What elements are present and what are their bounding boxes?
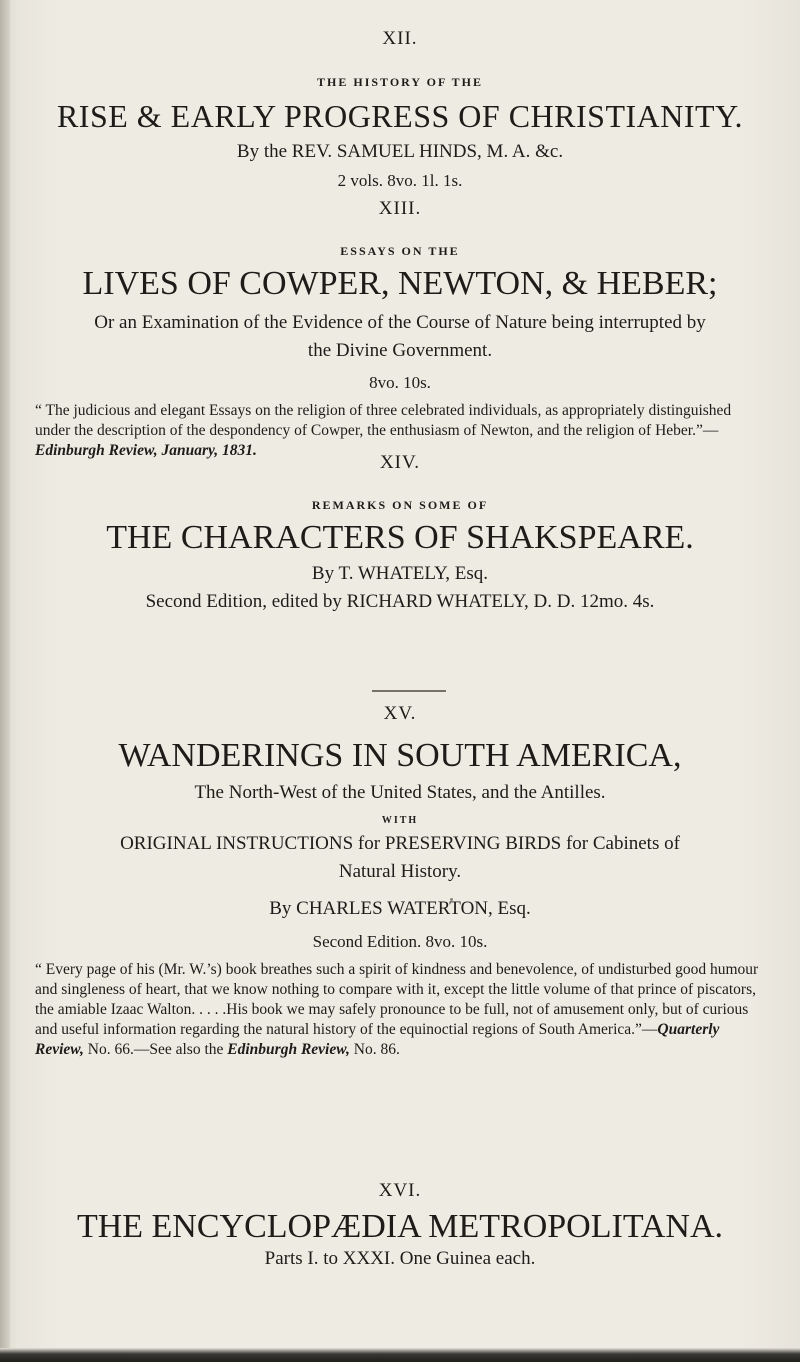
entry-title: THE ENCYCLOPÆDIA METROPOLITANA. (76, 1208, 724, 1245)
entry-subtitle: THE HISTORY OF THE (317, 75, 483, 89)
entry-description-line: Natural History. (338, 861, 462, 882)
entry-price: Second Edition. 8vo. 10s. (312, 932, 488, 951)
entry-title: THE CHARACTERS OF SHAKSPEARE. (106, 519, 694, 556)
entry-numeral: XVI. (378, 1180, 422, 1201)
entry-description-line: Or an Examination of the Evidence of the Course of Nature being interrupted by (94, 312, 706, 333)
page-spine-shadow (0, 0, 10, 1362)
review-quote (35, 960, 765, 1060)
page-bottom-edge (0, 1348, 800, 1362)
entry-description-line: The North-West of the United States, and the Antilles. (194, 782, 606, 803)
entry-xiii (30, 198, 770, 461)
entry-xv (30, 703, 770, 1060)
entry-description-line: the Divine Government. (307, 340, 493, 361)
quote-source: Quarterly Review, (35, 1021, 720, 1058)
entry-title: WANDERINGS IN SOUTH AMERICA, (118, 737, 682, 774)
quote-text: “ The judicious and elegant Essays on the religion of three celebrated individuals, as appropriately distinguished under the description of the despondency of Cowper, the enthusiasm of Newton, and the religion of Heber.”— (35, 402, 732, 439)
entry-price: 8vo. 10s. (369, 373, 431, 392)
entry-description-line: Parts I. to XXXI. One Guinea each. (264, 1248, 536, 1269)
entry-title: LIVES OF COWPER, NEWTON, & HEBER; (82, 265, 718, 302)
entry-byline: By CHARLES WATERTON, Esq. (269, 898, 531, 919)
entry-byline: By the REV. SAMUEL HINDS, M. A. &c. (236, 141, 564, 162)
quote-text: “ Every page of his (Mr. W.’s) book breathes such a spirit of kindness and benevolence, of undisturbed good humour and singleness of heart, that we know nothing to compare with it, except the little volume of that prince of piscators, the amiable Izaac Walton. . . . .His book we may safely pronounce to be full, not of amusement only, but of curious and useful information regarding the natural history of the equinoctial regions of South America.”— (35, 961, 759, 1038)
entry-xvi (30, 1180, 770, 1270)
entry-numeral: XIII. (378, 198, 422, 219)
quote-text: No. 66.—See also the (83, 1041, 228, 1058)
quote-source: Edinburgh Review, (227, 1041, 350, 1058)
entry-byline: By T. WHATELY, Esq. (311, 563, 489, 584)
entry-edition: Second Edition, edited by RICHARD WHATELY, D. D. 12mo. 4s. (145, 591, 655, 612)
entry-xii (30, 28, 770, 191)
entry-numeral: XV. (383, 703, 417, 724)
quote-source: Edinburgh Review, January, 1831. (35, 442, 257, 459)
entry-numeral: XII. (382, 28, 418, 49)
entry-title: RISE & EARLY PROGRESS OF CHRISTIANITY. (56, 98, 744, 134)
entry-with: WITH (381, 815, 419, 826)
quote-text: No. 86. (349, 1041, 400, 1058)
entry-price: 2 vols. 8vo. 1l. 1s. (337, 171, 463, 190)
entry-xiv (30, 452, 770, 613)
section-divider-rule (372, 690, 446, 692)
entry-subtitle: REMARKS ON SOME OF (311, 498, 489, 512)
entry-description-line: ORIGINAL INSTRUCTIONS for PRESERVING BIRDS for Cabinets of (120, 833, 680, 854)
entry-subtitle: ESSAYS ON THE (340, 244, 460, 258)
entry-numeral: XIV. (379, 452, 421, 473)
